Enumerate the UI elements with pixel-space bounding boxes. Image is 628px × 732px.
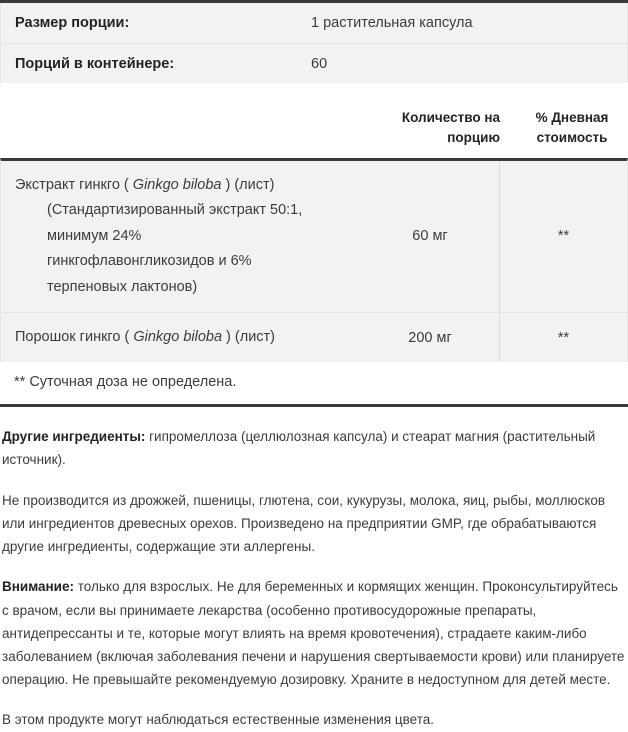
serving-size-row <box>1 3 627 43</box>
ingredient-name-suffix: ) (лист) <box>221 177 275 193</box>
product-notes <box>0 407 628 731</box>
ingredient-name-prefix: Экстракт гинкго ( <box>15 177 133 193</box>
ingredient-sub-line: (Стандартизированный экстракт 50:1, <box>47 202 303 219</box>
column-header-amount-line2: порцию <box>447 129 500 145</box>
table-column-headers <box>0 83 628 158</box>
daily-value-footnote: ** Суточная доза не определена. <box>0 362 628 404</box>
warning-note <box>2 575 626 691</box>
ingredient-latin-name: Ginkgo biloba <box>132 177 222 193</box>
serving-size-value: 1 растительная капсула <box>311 15 473 31</box>
column-header-amount-per-serving <box>360 108 508 149</box>
ingredient-daily-value: ** <box>557 329 570 346</box>
column-header-dv-line1: % Дневная <box>535 109 609 125</box>
ingredient-latin-name: Ginkgo biloba <box>133 328 223 345</box>
table-row <box>1 312 627 362</box>
table-row <box>1 161 627 312</box>
servings-per-container-value: 60 <box>311 55 328 72</box>
ingredient-amount: 200 мг <box>361 313 500 362</box>
column-header-amount-line1: Количество на <box>401 109 500 125</box>
ingredient-name <box>1 313 361 362</box>
ingredient-name-prefix: Порошок гинкго ( <box>15 328 134 345</box>
ingredient-sub-line: минимум 24% <box>47 227 142 244</box>
servings-per-container-row <box>1 43 627 83</box>
ingredient-rows <box>0 158 628 362</box>
color-variation-note: В этом продукте могут наблюдаться естественные изменения цвета. <box>2 712 435 728</box>
column-header-daily-value <box>508 108 628 149</box>
ingredient-sub-line: гинкгофлавонгликозидов и 6% <box>47 253 252 270</box>
other-ingredients-label: Другие ингредиенты: <box>2 429 146 445</box>
column-header-dv-line2: стоимость <box>536 129 608 145</box>
servings-per-container-label: Порций в контейнере: <box>15 55 175 72</box>
serving-info-block <box>0 3 628 83</box>
ingredient-name <box>1 161 361 312</box>
warning-text: только для взрослых. Не для беременных и кормящих женщин. Проконсультируйтесь с врачом, если вы принимаете лекарства (особенно противосудорожные препараты, антидепрессанты и те, которые могут влиять на время кровотечения), страдаете каким-либо заболеванием (включая заболевания печени и нарушения свертываемости крови) или планируете операцию. Не превышайте рекомендуемую дозировку. Храните в недоступном для детей месте. <box>2 579 625 688</box>
serving-size-label: Размер порции: <box>15 15 130 31</box>
other-ingredients-note <box>2 425 626 471</box>
allergen-note: Не производится из дрожжей, пшеницы, глютена, сои, кукурузы, молока, яиц, рыбы, моллюсков или ингредиентов древесных орехов. Произведено на предприятии GMP, где обрабатываются другие ингредиенты, содержащие эти аллергены. <box>2 492 606 555</box>
ingredient-daily-value: ** <box>557 228 570 245</box>
ingredient-amount: 60 мг <box>361 161 500 312</box>
other-ingredients-text: гипромеллоза (целлюлозная капсула) и стеарат магния (растительный источник). <box>2 429 596 468</box>
warning-label: Внимание: <box>2 579 74 595</box>
ingredient-name-suffix: ) (лист) <box>222 328 276 345</box>
ingredient-sub-line: терпеновых лактонов) <box>47 278 198 295</box>
